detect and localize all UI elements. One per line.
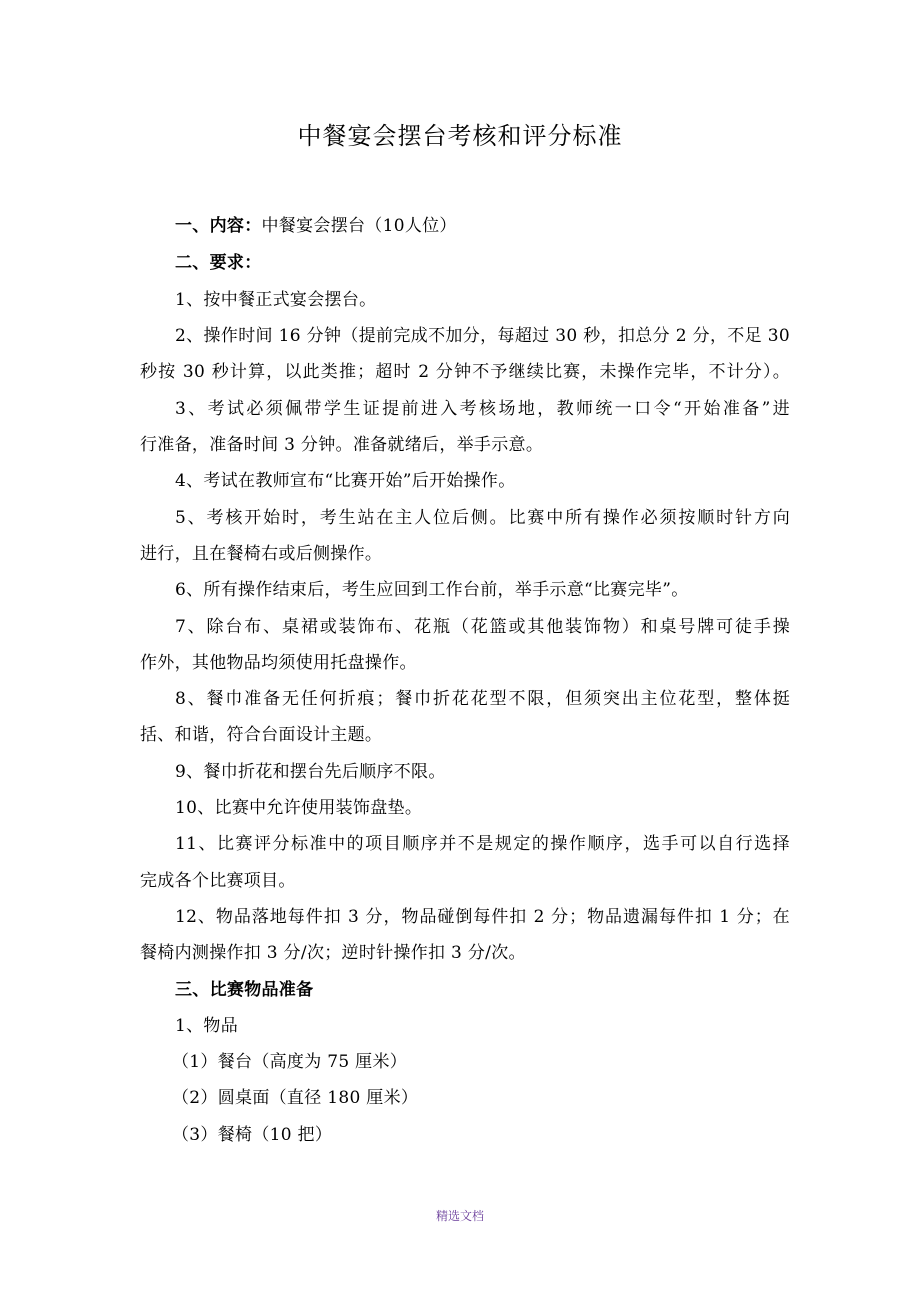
requirement-8-line-2: 括、和谐，符合台面设计主题。 (140, 725, 383, 745)
material-item-3: （3）餐椅（10 把） (172, 1125, 333, 1145)
content-line (175, 214, 790, 238)
requirements-heading: 二、要求： (175, 253, 262, 273)
requirement-3-line-1: 3、考试必须佩带学生证提前进入考核场地，教师统一口令“开始准备”进 (175, 399, 790, 419)
requirement-6: 6、所有操作结束后，考生应回到工作台前，举手示意“比赛完毕”。 (175, 580, 689, 600)
requirement-8-line-1: 8、餐巾准备无任何折痕；餐巾折花花型不限，但须突出主位花型，整体挺 (175, 689, 790, 709)
requirement-12-line-1: 12、物品落地每件扣 3 分，物品碰倒每件扣 2 分；物品遗漏每件扣 1 分；在 (175, 907, 790, 927)
page-footer: 精选文档 (435, 1209, 484, 1223)
requirement-2-line-1: 2、操作时间 16 分钟（提前完成不加分，每超过 30 秒，扣总分 2 分，不足 30 (175, 326, 790, 346)
material-item-2: （2）圆桌面（直径 180 厘米） (172, 1088, 419, 1108)
requirement-7-line-2: 作外，其他物品均须使用托盘操作。 (140, 653, 417, 673)
requirement-10: 10、比赛中允许使用装饰盘垫。 (175, 798, 423, 818)
requirement-11-line-1: 11、比赛评分标准中的项目顺序并不是规定的操作顺序，选手可以自行选择 (175, 834, 790, 854)
materials-heading: 三、比赛物品准备 (175, 980, 314, 1000)
document-title: 中餐宴会摆台考核和评分标准 (297, 122, 623, 150)
materials-subheading: 1、物品 (175, 1016, 239, 1036)
material-item-1: （1）餐台（高度为 75 厘米） (172, 1052, 408, 1072)
requirement-5-line-1: 5、考核开始时，考生站在主人位后侧。比赛中所有操作必须按顺时针方向 (175, 508, 790, 528)
requirement-9: 9、餐巾折花和摆台先后顺序不限。 (175, 762, 446, 782)
content-text: 中餐宴会摆台（10人位） (261, 216, 457, 236)
requirement-3-line-2: 行准备，准备时间 3 分钟。准备就绪后，举手示意。 (140, 435, 544, 455)
requirement-4: 4、考试在教师宣布“比赛开始”后开始操作。 (175, 471, 516, 491)
requirement-1: 1、按中餐正式宴会摆台。 (175, 290, 377, 310)
requirement-2-line-2: 秒按 30 秒计算，以此类推；超时 2 分钟不予继续比赛，未操作完毕，不计分）。 (140, 362, 790, 382)
requirement-7-line-1: 7、除台布、桌裙或装饰布、花瓶（花篮或其他装饰物）和桌号牌可徒手操 (175, 617, 790, 637)
content-heading: 一、内容： (175, 216, 262, 236)
requirement-12-line-2: 餐椅内测操作扣 3 分/次；逆时针操作扣 3 分/次。 (140, 943, 526, 963)
requirement-11-line-2: 完成各个比赛项目。 (140, 871, 296, 891)
requirement-5-line-2: 进行，且在餐椅右或后侧操作。 (140, 544, 383, 564)
